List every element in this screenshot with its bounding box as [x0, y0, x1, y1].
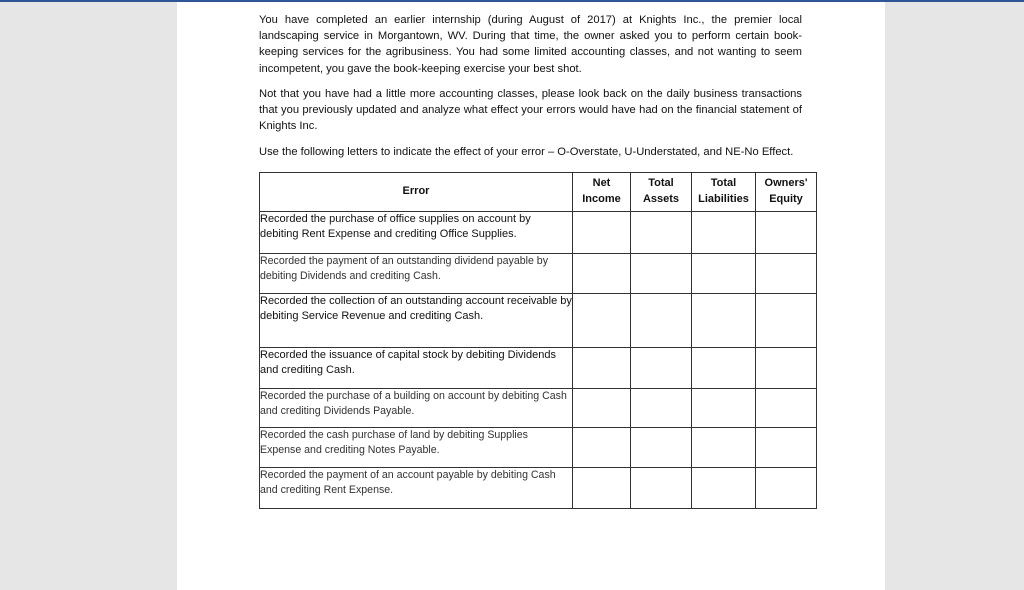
owners-equity-cell[interactable] — [756, 211, 817, 253]
total-assets-cell[interactable] — [631, 253, 692, 293]
table-header-row — [260, 172, 817, 211]
total-liabilities-cell[interactable] — [692, 467, 756, 508]
table-row — [260, 293, 817, 347]
table-row — [260, 211, 817, 253]
header-total-liabilities: Total Liabilities — [692, 172, 756, 211]
net-income-cell[interactable] — [573, 347, 631, 388]
error-description: Recorded the payment of an account payable by debiting Cash and crediting Rent Expense. — [260, 467, 573, 508]
owners-equity-cell[interactable] — [756, 253, 817, 293]
paragraph-internship: You have completed an earlier internship (during August of 2017) at Knights Inc., the premier local landscaping service in Morgantown, WV. During that time, the owner asked you to perform certain book-keeping services for the agribusiness. You had some limited accounting classes, and not wanting to seem incompetent, you gave the book-keeping exercise your best shot. — [259, 14, 802, 75]
total-liabilities-cell[interactable] — [692, 253, 756, 293]
error-description: Recorded the purchase of a building on account by debiting Cash and crediting Dividends Payable. — [260, 388, 573, 427]
owners-equity-cell[interactable] — [756, 467, 817, 508]
header-total-assets: Total Assets — [631, 172, 692, 211]
owners-equity-cell[interactable] — [756, 293, 817, 347]
total-assets-cell[interactable] — [631, 427, 692, 467]
net-income-cell[interactable] — [573, 427, 631, 467]
total-assets-cell[interactable] — [631, 211, 692, 253]
total-assets-cell[interactable] — [631, 388, 692, 427]
table-row — [260, 347, 817, 388]
total-assets-cell[interactable] — [631, 293, 692, 347]
paragraph-instructions: Not that you have had a little more accounting classes, please look back on the daily business transactions that you previously updated and analyze what effect your errors would have had on the financial statement of Knights Inc. — [259, 87, 802, 133]
total-liabilities-cell[interactable] — [692, 427, 756, 467]
total-assets-cell[interactable] — [631, 347, 692, 388]
total-liabilities-cell[interactable] — [692, 347, 756, 388]
net-income-cell[interactable] — [573, 253, 631, 293]
document-page — [177, 2, 885, 590]
paragraph-legend: Use the following letters to indicate the effect of your error – O-Overstate, U-Understated, and NE-No Effect. — [259, 146, 794, 159]
header-owners-equity: Owners' Equity — [756, 172, 817, 211]
owners-equity-cell[interactable] — [756, 388, 817, 427]
error-effect-table — [259, 172, 817, 509]
error-description: Recorded the issuance of capital stock by debiting Dividends and crediting Cash. — [260, 347, 573, 388]
error-description: Recorded the purchase of office supplies on account by debiting Rent Expense and crediting Office Supplies. — [260, 211, 573, 253]
owners-equity-cell[interactable] — [756, 347, 817, 388]
error-description: Recorded the payment of an outstanding dividend payable by debiting Dividends and crediting Cash. — [260, 253, 573, 293]
total-assets-cell[interactable] — [631, 467, 692, 508]
table-row — [260, 467, 817, 508]
table-row — [260, 388, 817, 427]
net-income-cell[interactable] — [573, 293, 631, 347]
table-row — [260, 427, 817, 467]
document-content — [259, 12, 808, 509]
total-liabilities-cell[interactable] — [692, 293, 756, 347]
net-income-cell[interactable] — [573, 211, 631, 253]
owners-equity-cell[interactable] — [756, 427, 817, 467]
error-description: Recorded the collection of an outstanding account receivable by debiting Service Revenue and crediting Cash. — [260, 293, 573, 347]
net-income-cell[interactable] — [573, 467, 631, 508]
total-liabilities-cell[interactable] — [692, 388, 756, 427]
net-income-cell[interactable] — [573, 388, 631, 427]
header-net-income: Net Income — [573, 172, 631, 211]
header-error: Error — [260, 172, 573, 211]
total-liabilities-cell[interactable] — [692, 211, 756, 253]
error-description: Recorded the cash purchase of land by debiting Supplies Expense and crediting Notes Payable. — [260, 427, 573, 467]
table-row — [260, 253, 817, 293]
